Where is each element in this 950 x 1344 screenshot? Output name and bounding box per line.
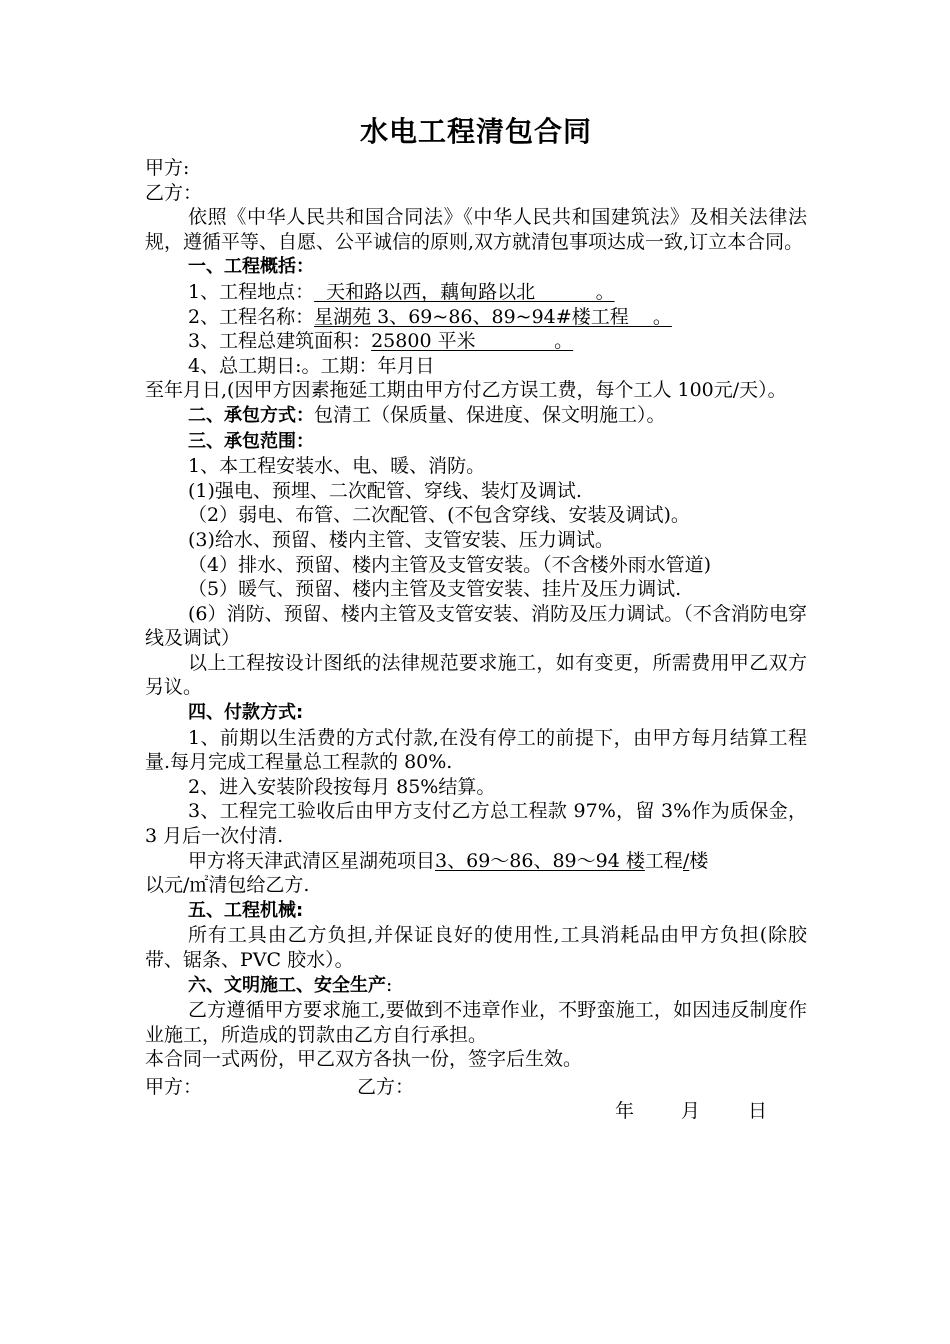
contract-page bbox=[145, 100, 807, 1120]
name-label: 2、工程名称： bbox=[188, 305, 315, 328]
section-4-heading: 四、付款方式: bbox=[188, 702, 304, 724]
scope-item: (3)给水、预留、楼内主管、支管安装、压力调试。 bbox=[188, 528, 614, 551]
section-2-text: 包清工（保质量、保进度、保文明施工）。 bbox=[314, 403, 666, 426]
section-6 bbox=[145, 973, 807, 999]
section-5-heading: 五、工程机械: bbox=[188, 899, 304, 921]
party-a-line: 甲方: bbox=[145, 157, 190, 179]
party-b-line: 乙方： bbox=[145, 181, 203, 204]
payment-item: 2、进入安装阶段按每月 85%结算。 bbox=[188, 775, 496, 798]
location-label: 1、工程地点： bbox=[188, 280, 315, 303]
date-year: 年 bbox=[615, 1099, 635, 1122]
machinery-text: 所有工具由乙方负担,并保证良好的使用性,工具消耗品由甲方负担(除胶带、锯条、PVC 胶水）。 bbox=[145, 924, 807, 971]
sign-party-b: 乙方： bbox=[357, 1075, 415, 1098]
payment-item: 1、前期以生活费的方式付款,在没有停工的前提下，由甲方每月结算工程量.每月完成工程量总工程款的 80%. bbox=[145, 726, 807, 774]
payment-item: 3、工程完工验收后由甲方支付乙方总工程款 97%，留 3%作为质保金，3 月后一次付清. bbox=[145, 800, 807, 848]
area-value: 25800 平米 。 bbox=[371, 330, 574, 353]
date-line bbox=[145, 1096, 807, 1120]
closing-text: 本合同一式两份，甲乙双方各执一份，签字后生效。 bbox=[145, 1048, 583, 1071]
project-period-cont: 至年月日,(因甲方因素拖延工期由甲方付乙方误工费，每个工人 100元/天）。 bbox=[145, 379, 787, 402]
scope-item: (6）消防、预留、楼内主管及支管安装、消防及压力调试。（不含消防电穿线及调试） bbox=[145, 602, 807, 650]
transfer-text: 甲方将天津武清区星湖苑项目 bbox=[188, 849, 436, 872]
name-value: 星湖苑 3、69~86、89~94#楼工程 。 bbox=[314, 305, 672, 328]
scope-note: 以上工程按设计图纸的法律规范要求施工，如有变更，所需费用甲乙双方另议。 bbox=[145, 651, 807, 699]
area-label: 3、工程总建筑面积： bbox=[188, 330, 372, 353]
signature-line bbox=[145, 1072, 807, 1096]
location-value: 天和路以西，藕甸路以北 。 bbox=[314, 280, 615, 303]
safety-text: 乙方遵循甲方要求施工,要做到不违章作业，不野蛮施工，如因违反制度作业施工，所造成的罚款由乙方自行承担。 bbox=[145, 999, 807, 1046]
scope-item: 1、本工程安装水、电、暖、消防。 bbox=[188, 455, 486, 478]
payment-transfer bbox=[145, 849, 807, 874]
section-6-colon: : bbox=[386, 973, 393, 996]
scope-item: (1)强电、预埋、二次配管、穿线、装灯及调试. bbox=[188, 479, 582, 502]
section-6-heading: 六、文明施工、安全生产 bbox=[188, 974, 386, 996]
transfer-text: 工程 bbox=[644, 849, 683, 872]
section-1-heading: 一、工程概括： bbox=[188, 256, 314, 278]
section-2-heading: 二、承包方式： bbox=[188, 404, 314, 426]
project-location bbox=[145, 280, 807, 305]
scope-item: （5）暖气、预留、楼内主管及支管安装、挂片及压力调试. bbox=[188, 578, 682, 601]
date-day: 日 bbox=[748, 1099, 768, 1122]
project-name bbox=[145, 305, 807, 330]
sign-party-a: 甲方： bbox=[145, 1075, 203, 1098]
project-area bbox=[145, 329, 807, 354]
transfer-buildings: 3、69～86、89～94 楼 bbox=[435, 849, 645, 872]
document-title: 水电工程清包合同 bbox=[359, 115, 592, 148]
transfer-slash: / bbox=[682, 849, 690, 872]
section-3-heading: 三、承包范围： bbox=[188, 430, 314, 452]
scope-item: （4）排水、预留、楼内主管及支管安装。（不含楼外雨水管道) bbox=[188, 553, 712, 576]
project-period: 4、总工期日:。工期：年月日 bbox=[188, 354, 435, 377]
intro-paragraph: 依照《中华人民共和国合同法》《中华人民共和国建筑法》及相关法律法规，遵循平等、自愿、公平诚信的原则,双方就清包事项达成一致,订立本合同。 bbox=[145, 206, 807, 253]
transfer-text: 楼 bbox=[689, 849, 709, 872]
scope-item: （2）弱电、布管、二次配管、(不包含穿线、安装及调试)。 bbox=[188, 504, 690, 527]
date-month: 月 bbox=[681, 1099, 701, 1122]
section-2 bbox=[145, 403, 807, 429]
payment-rate: 以元/㎡清包给乙方. bbox=[145, 874, 310, 897]
